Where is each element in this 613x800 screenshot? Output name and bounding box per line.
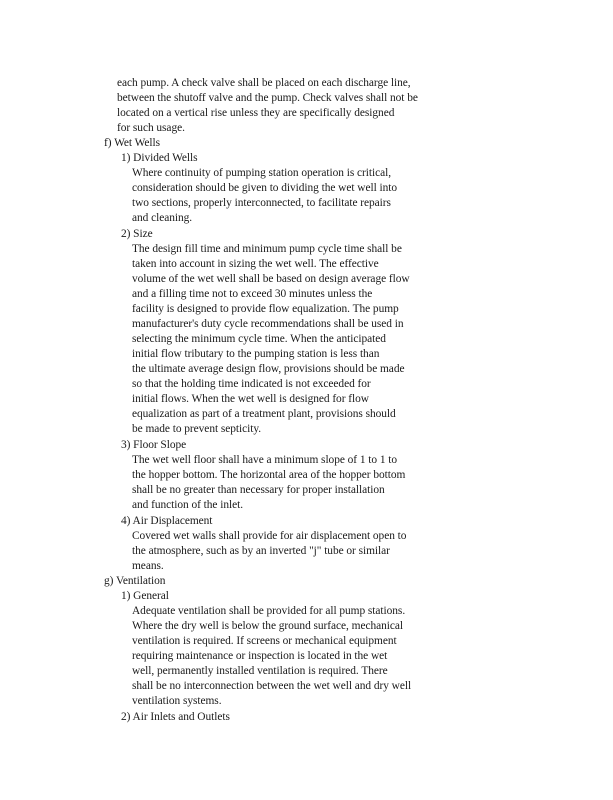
paragraph-line: shall be no greater than necessary for proper installation: [132, 484, 385, 496]
paragraph-line: facility is designed to provide flow equalization. The pump: [132, 303, 399, 315]
paragraph-line: selecting the minimum cycle time. When the anticipated: [132, 333, 386, 345]
paragraph-line: manufacturer's duty cycle recommendations shall be used in: [132, 318, 404, 330]
paragraph-line: Adequate ventilation shall be provided for all pump stations.: [132, 605, 406, 617]
paragraph-line: Where the dry well is below the ground surface, mechanical: [132, 620, 403, 632]
section-g-heading: g) Ventilation: [104, 575, 166, 587]
divided-wells-heading: 1) Divided Wells: [121, 152, 198, 164]
paragraph-line: means.: [132, 560, 164, 572]
paragraph-line: and cleaning.: [132, 212, 193, 224]
paragraph-line: consideration should be given to dividing the wet well into: [132, 182, 398, 194]
general-heading: 1) General: [121, 590, 169, 602]
paragraph-line: ventilation systems.: [132, 695, 222, 707]
air-inlets-heading: 2) Air Inlets and Outlets: [121, 711, 230, 723]
paragraph-line: requiring maintenance or inspection is located in the wet: [132, 650, 388, 662]
section-f-heading: f) Wet Wells: [104, 137, 160, 149]
paragraph-line: The wet well floor shall have a minimum slope of 1 to 1 to: [132, 454, 398, 466]
paragraph-line: The design fill time and minimum pump cycle time shall be: [132, 243, 402, 255]
continuation-line: for such usage.: [117, 122, 185, 134]
paragraph-line: shall be no interconnection between the wet well and dry well: [132, 680, 412, 692]
paragraph-line: ventilation is required. If screens or mechanical equipment: [132, 635, 397, 647]
paragraph-line: be made to prevent septicity.: [132, 423, 262, 435]
paragraph-line: Covered wet walls shall provide for air displacement open to: [132, 530, 407, 542]
paragraph-line: Where continuity of pumping station operation is critical,: [132, 167, 392, 179]
paragraph-line: so that the holding time indicated is not exceeded for: [132, 378, 371, 390]
paragraph-line: the ultimate average design flow, provisions should be made: [132, 363, 405, 375]
continuation-line: located on a vertical rise unless they are specifically designed: [117, 107, 395, 119]
air-displacement-heading: 4) Air Displacement: [121, 515, 213, 527]
size-heading: 2) Size: [121, 228, 153, 240]
paragraph-line: the atmosphere, such as by an inverted "j" tube or similar: [132, 545, 390, 557]
paragraph-line: well, permanently installed ventilation is required. There: [132, 665, 388, 677]
paragraph-line: initial flow tributary to the pumping station is less than: [132, 348, 380, 360]
floor-slope-heading: 3) Floor Slope: [121, 439, 187, 451]
paragraph-line: volume of the wet well shall be based on design average flow: [132, 273, 410, 285]
paragraph-line: the hopper bottom. The horizontal area of the hopper bottom: [132, 469, 406, 481]
paragraph-line: and function of the inlet.: [132, 499, 243, 511]
continuation-line: between the shutoff valve and the pump. Check valves shall not be: [117, 92, 418, 104]
paragraph-line: two sections, properly interconnected, to facilitate repairs: [132, 197, 391, 209]
paragraph-line: equalization as part of a treatment plant, provisions should: [132, 408, 396, 420]
paragraph-line: initial flows. When the wet well is designed for flow: [132, 393, 369, 405]
continuation-line: each pump. A check valve shall be placed on each discharge line,: [117, 77, 411, 89]
paragraph-line: taken into account in sizing the wet well. The effective: [132, 258, 379, 270]
paragraph-line: and a filling time not to exceed 30 minutes unless the: [132, 288, 373, 300]
